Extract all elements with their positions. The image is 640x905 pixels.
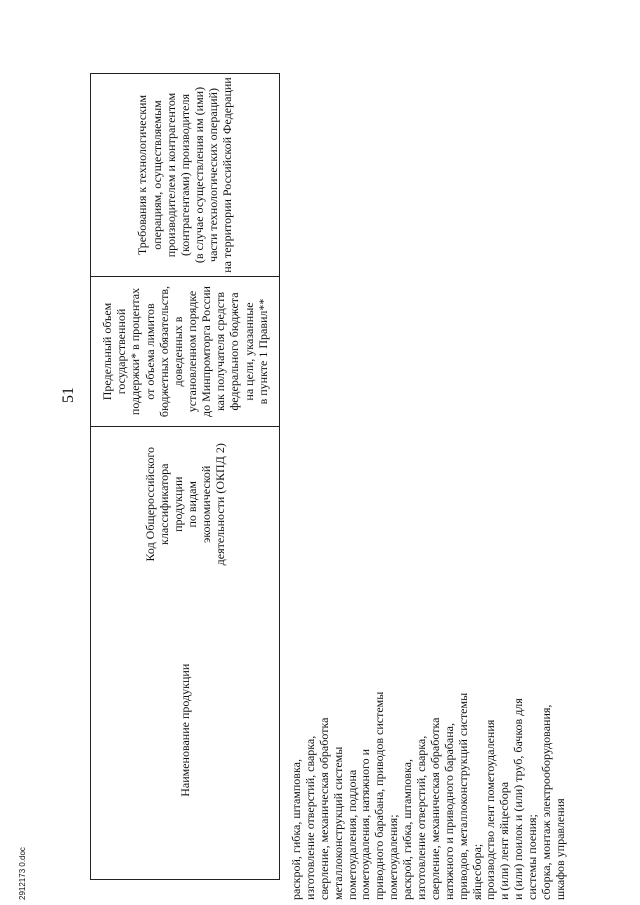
support-line: в пункте 1 Правил** — [255, 298, 270, 405]
requirements-line: приводного барабана, приводов системы — [372, 691, 387, 900]
support-line: Предельный объем — [100, 302, 115, 401]
header-cell-product-name — [91, 582, 280, 880]
requirements-line: и (или) поилок и (или) труб, бачков для — [511, 698, 526, 900]
support-line: государственной — [114, 308, 129, 395]
requirements-line: натяжного и приводного барабана, — [441, 723, 456, 900]
requirements-header-line: на территории Российской Федерации — [220, 77, 235, 273]
requirements-line: производство лент пометоудаления — [483, 719, 498, 900]
okpd-line: классификатора — [156, 463, 171, 545]
okpd-line: экономической — [199, 465, 214, 543]
support-line: как получателя средств — [213, 291, 228, 412]
doc-code: 2912173 0.doc — [18, 847, 27, 900]
header-cell-okpd-code — [91, 427, 280, 582]
product-name-label: Наименование продукции — [177, 663, 192, 797]
requirements-line: изготовление отверстий, сварка, — [414, 735, 429, 900]
support-line: доведенных в — [170, 316, 185, 387]
requirements-line: раскрой, гибка, штамповка, — [400, 759, 415, 900]
requirements-line: яйцесбора; — [469, 843, 484, 900]
support-line: поддержки* в процентах — [128, 287, 143, 416]
requirements-line: раскрой, гибка, штамповка, — [289, 759, 303, 900]
support-line: на цели, указанные — [241, 302, 256, 401]
requirements-line: сверление, механическая обработка — [316, 717, 331, 900]
requirements-line: шкафов управления — [552, 798, 567, 900]
requirements-header-line: (в случае осуществления им (ими) — [192, 86, 207, 264]
rotated-content — [60, 40, 580, 900]
requirements-header-line: операциям, осуществляемым — [149, 100, 164, 250]
okpd-line: по видам — [185, 480, 199, 528]
requirements-line: приводов, металлоконструкций системы — [455, 692, 470, 900]
support-line: от объема лимитов — [142, 303, 157, 400]
okpd-line: деятельности (ОКПД 2) — [213, 443, 228, 566]
okpd-line: продукции — [170, 476, 185, 532]
requirements-text — [290, 400, 568, 900]
requirements-line: сборка, монтаж электрооборудования, — [539, 704, 554, 900]
requirements-line: и (или) лент яйцесбора — [497, 781, 512, 900]
support-line: бюджетных обязательств, — [156, 285, 171, 418]
header-cell-requirements — [91, 74, 280, 277]
requirements-header-line: Требования к технологическим — [135, 94, 150, 256]
requirements-line: сверление, механическая обработка — [427, 717, 442, 900]
header-cell-support-limit — [91, 277, 280, 427]
support-line: федерального бюджета — [227, 292, 242, 411]
requirements-header-line: (контрагентами) производителя — [177, 93, 192, 257]
requirements-line: изготовление отверстий, сварка, — [302, 735, 317, 900]
requirements-line: пометоудаления; — [386, 814, 401, 900]
okpd-line: Код Общероссийского — [142, 447, 157, 562]
requirements-line: пометоудаления, поддона — [344, 769, 359, 900]
requirements-header-line: части технологических операций) — [206, 88, 221, 262]
requirements-line: пометоудаления, натяжного и — [358, 748, 373, 900]
page-number: 51 — [60, 387, 77, 403]
header-table — [90, 73, 280, 880]
requirements-header-line: производителем и контрагентом — [163, 92, 178, 258]
support-line: установленном порядке — [185, 290, 199, 413]
support-line: до Минпромторга России — [199, 286, 214, 417]
requirements-line: системы поения; — [525, 814, 540, 900]
header-row — [91, 74, 280, 880]
requirements-line: металлоконструкций системы — [330, 746, 345, 900]
